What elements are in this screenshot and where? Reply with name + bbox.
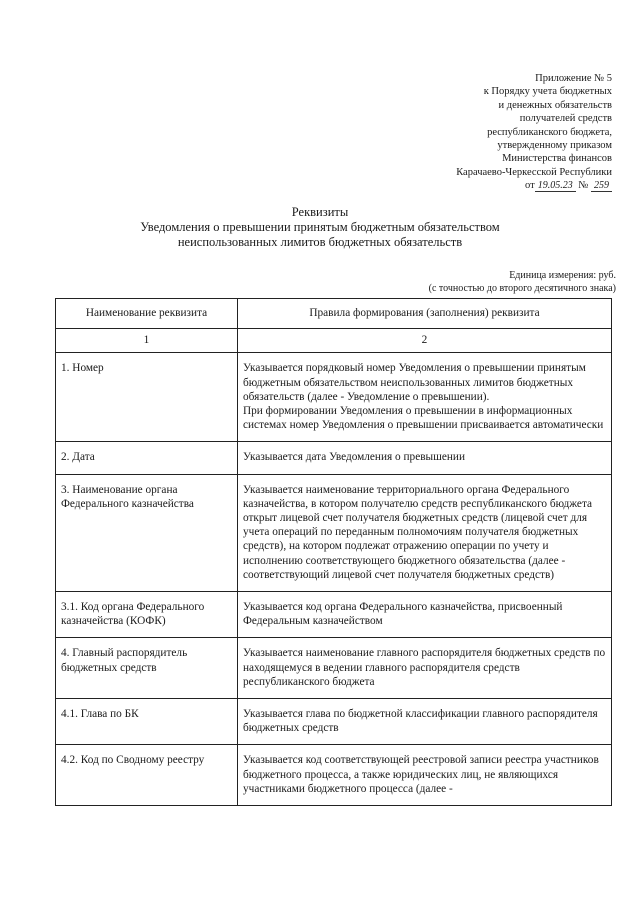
table-row: [56, 638, 612, 699]
row-rule: Указывается глава по бюджетной классификации главного распорядителя бюджетных средств: [238, 699, 612, 745]
row-rule: Указывается код соответствующей реестровой записи реестра участников бюджетного процесса, а также юридических лиц, не являющихся участниками бюджетного процесса (далее -: [238, 745, 612, 806]
document-title: [0, 205, 640, 250]
table-row: [56, 592, 612, 638]
row-rule: [238, 353, 612, 442]
title-heading: Реквизиты: [291, 205, 349, 219]
row-name: 3. Наименование органа Федерального казначейства: [56, 474, 238, 591]
appendix-line: к Порядку учета бюджетных: [483, 86, 612, 98]
row-name: 4.2. Код по Сводному реестру: [56, 745, 238, 806]
row-name: 3.1. Код органа Федерального казначейства (КОФК): [56, 592, 238, 638]
header-name: Наименование реквизита: [56, 299, 238, 329]
requisites-table: [55, 298, 612, 806]
header-rule: Правила формирования (заполнения) реквизита: [238, 299, 612, 329]
row-rule-text: Указывается порядковый номер Уведомления о превышении принятым бюджетным обязательством неиспользованных лимитов бюджетных обязательств (далее - Уведомление о превышении).: [243, 362, 586, 403]
column-number: 1: [56, 329, 238, 353]
appendix-line: утвержденному приказом: [497, 140, 612, 152]
appendix-line: Карачаево-Черкесской Республики: [456, 166, 612, 178]
table-row: [56, 745, 612, 806]
title-line-2: неиспользованных лимитов бюджетных обязательств: [177, 235, 463, 249]
row-rule: Указывается код органа Федерального казначейства, присвоенный Федеральным казначейством: [238, 592, 612, 638]
title-line-1: Уведомления о превышении принятым бюджетным обязательством: [140, 220, 500, 234]
order-date: 19.05.23: [535, 180, 576, 192]
table-row: [56, 353, 612, 442]
appendix-block: [352, 72, 612, 193]
column-number-row: [56, 329, 612, 353]
appendix-line: Приложение № 5: [535, 73, 612, 84]
row-rule: Указывается наименование территориального органа Федерального казначейства, в котором получателю средств республиканского бюджета открыт лицевой счет получателя бюджетных средств (лицевой счет для учета операций по переданным полномочиям получателя бюджетных средств), на котором подлежат отражению операции по учету и исполнению соответствующего бюджетного обязательства (далее - соответствующий лицевой счет получателя бюджетных средств): [238, 474, 612, 591]
row-rule-text: При формировании Уведомления о превышении в информационных системах номер Уведомления о превышении присваивается автоматически: [243, 405, 604, 432]
table-row: [56, 442, 612, 474]
table-row: [56, 474, 612, 591]
appendix-line: республиканского бюджета,: [487, 126, 612, 138]
row-name: 1. Номер: [56, 353, 238, 442]
units-line-2: (с точностью до второго десятичного знака): [428, 283, 616, 294]
row-name: 2. Дата: [56, 442, 238, 474]
table-header-row: [56, 299, 612, 329]
order-number-prefix: №: [578, 180, 589, 192]
appendix-line: Министерства финансов: [502, 153, 612, 165]
units-note: [429, 269, 616, 295]
table-row: [56, 699, 612, 745]
order-number: 259: [591, 180, 612, 192]
row-name: 4.1. Глава по БК: [56, 699, 238, 745]
order-date-line: [352, 179, 612, 192]
row-name: 4. Главный распорядитель бюджетных средств: [56, 638, 238, 699]
units-line-1: Единица измерения: руб.: [509, 270, 616, 281]
column-number: 2: [238, 329, 612, 353]
row-rule: Указывается наименование главного распорядителя бюджетных средств по находящемуся в ведении главного распорядителя средств республиканского бюджета: [238, 638, 612, 699]
order-prefix: от: [525, 180, 535, 192]
appendix-line: и денежных обязательств: [498, 99, 612, 111]
row-rule: Указывается дата Уведомления о превышении: [238, 442, 612, 474]
appendix-line: получателей средств: [519, 113, 612, 125]
